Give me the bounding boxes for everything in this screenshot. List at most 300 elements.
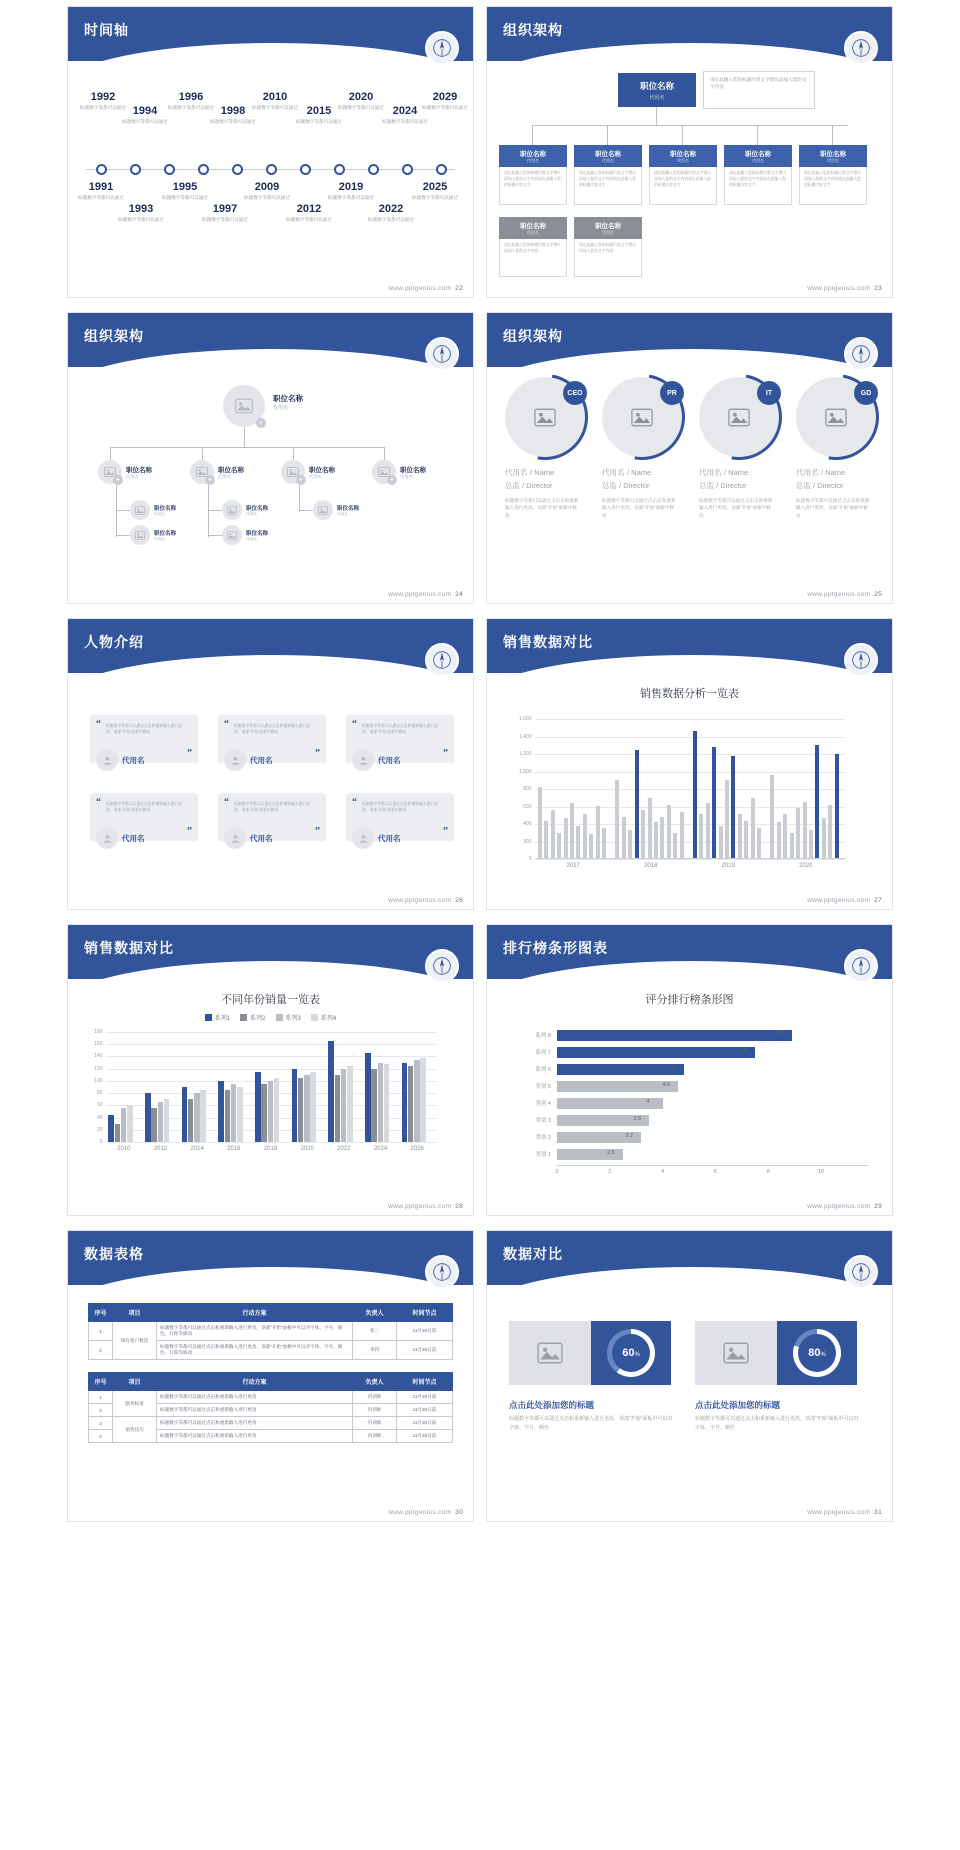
bar <box>648 798 652 859</box>
bar <box>420 1058 425 1142</box>
legend-swatch <box>276 1014 283 1021</box>
slide-title: 组织架构 <box>503 22 563 38</box>
rank-label: 类别 4 <box>535 1101 551 1107</box>
x-axis-tick: 6 <box>713 1169 717 1175</box>
team-card[interactable] <box>602 377 686 519</box>
org-node-subtitle: 代用名 <box>218 473 231 479</box>
bar <box>194 1093 199 1142</box>
x-axis-tick: 8 <box>766 1169 770 1175</box>
bar <box>822 818 826 859</box>
org-node[interactable] <box>313 500 359 520</box>
org-node[interactable] <box>222 525 268 545</box>
bar <box>719 826 723 859</box>
slide-ranking-bar <box>486 924 893 1216</box>
bar <box>544 821 548 859</box>
section-title: 点击此处添加您的标题 <box>509 1400 595 1410</box>
quote-open-icon: “ <box>96 797 101 808</box>
bar <box>335 1075 340 1142</box>
slide-body <box>68 61 473 297</box>
org-node-subtitle: 代用名 <box>602 229 614 235</box>
footer-site: www.pptgenius.com <box>807 285 871 292</box>
rank-label: 系列 8 <box>535 1033 551 1039</box>
timeline-node[interactable] <box>164 164 175 175</box>
org-node-title: 职位名称 <box>126 466 152 474</box>
team-role-cn: 总监 <box>699 481 714 490</box>
header-curve <box>487 961 892 979</box>
org-node-text: 请在此输入您的标题内容文字建议添加入您的文字内容请在此输入您的标题内容文字 <box>574 167 642 205</box>
cell-deadline: 11月30日前 <box>397 1391 453 1404</box>
section-desc: 标题数字等都可以通过点击和重新输入进行更改，顶部“开始”面板中可以对字体、字号、颜色 <box>695 1416 859 1431</box>
team-role-en: / Director <box>619 481 650 490</box>
y-axis-tick: 140 <box>94 1053 103 1060</box>
org-node[interactable] <box>130 500 176 520</box>
slide-header <box>68 925 473 979</box>
team-card[interactable] <box>505 377 589 519</box>
slide-data-comparison <box>486 1230 893 1522</box>
org-connector <box>116 485 117 537</box>
rank-row <box>511 1114 868 1128</box>
org-node-subtitle: 代用名 <box>337 511 348 516</box>
bar <box>145 1093 150 1142</box>
org-connector <box>244 427 245 447</box>
slide-footer <box>807 897 882 904</box>
horizontal-bar-chart <box>511 1029 868 1179</box>
org-connector <box>384 447 385 460</box>
team-role-cn: 总监 <box>602 481 617 490</box>
org-root-title: 职位名称 <box>639 80 674 91</box>
bar <box>200 1090 205 1142</box>
y-axis-tick: 1,600 <box>518 716 532 722</box>
slide-org-chart-avatars <box>67 312 474 604</box>
bar <box>225 1090 230 1142</box>
legend-swatch <box>205 1014 212 1021</box>
column-header: 行动方案 <box>157 1304 353 1322</box>
column-header: 序号 <box>89 1304 113 1322</box>
slide-body <box>487 61 892 297</box>
bar <box>602 828 606 859</box>
avatar <box>352 749 374 771</box>
quote-open-icon: “ <box>352 797 357 808</box>
timeline-year: 2012 <box>296 203 322 215</box>
org-node-subtitle: 代用名 <box>527 229 539 235</box>
timeline-year: 2010 <box>262 91 288 103</box>
rank-bar <box>557 1064 684 1075</box>
image-placeholder-icon <box>222 500 242 520</box>
org-node-head <box>724 145 792 167</box>
legend-item <box>205 1013 230 1022</box>
org-node-title: 职位名称 <box>670 150 696 158</box>
rank-value: 2.5 <box>607 1150 615 1156</box>
rank-label: 类别 1 <box>535 1152 551 1158</box>
cell-index: 1 <box>89 1391 113 1404</box>
legend-label: 系列3 <box>285 1016 301 1022</box>
org-node-head <box>574 217 642 239</box>
timeline-item <box>416 91 474 112</box>
slide-title: 数据对比 <box>503 1246 563 1262</box>
quote-close-icon: ” <box>315 826 320 837</box>
compass-logo-icon <box>844 1255 878 1289</box>
bar <box>654 822 658 859</box>
timeline-node[interactable] <box>334 164 345 175</box>
role-badge: IT <box>757 381 781 405</box>
org-root-node[interactable] <box>618 73 696 107</box>
cell-index: 2 <box>89 1341 113 1360</box>
add-icon[interactable]: + <box>387 475 397 485</box>
x-axis-tick: 2012 <box>153 1146 168 1152</box>
bar <box>576 826 580 859</box>
quote-close-icon: ” <box>187 826 192 837</box>
team-name-cn: 代用名 <box>602 468 625 477</box>
cell-index: 3 <box>89 1417 113 1430</box>
role-badge: CEO <box>563 381 587 405</box>
timeline-node[interactable] <box>266 164 277 175</box>
x-axis <box>535 858 845 859</box>
timeline-desc: 标题数字等都可以通过 <box>252 105 298 110</box>
image-placeholder-icon <box>372 460 396 484</box>
timeline-desc: 标题数字等都可以通过 <box>80 105 126 110</box>
bar <box>757 828 761 860</box>
bar <box>164 1099 169 1142</box>
quote-close-icon: ” <box>443 826 448 837</box>
slide-people-intro <box>67 618 474 910</box>
quote-author: 代用名 <box>250 756 273 765</box>
page-number: 31 <box>874 1509 882 1516</box>
timeline-node[interactable] <box>402 164 413 175</box>
org-node[interactable] <box>222 500 268 520</box>
team-role-en: / Director <box>813 481 844 490</box>
timeline-desc: 标题数字等都可以通过 <box>78 195 124 200</box>
bar <box>341 1069 346 1142</box>
y-axis-tick: 180 <box>94 1029 103 1035</box>
x-axis-tick: 2022 <box>337 1146 351 1152</box>
grid-line <box>535 754 845 755</box>
image-placeholder-icon <box>130 525 150 545</box>
org-node-title: 职位名称 <box>745 150 771 158</box>
timeline-desc: 标题数字等都可以通过 <box>162 195 208 200</box>
org-node[interactable] <box>190 460 244 484</box>
timeline-item <box>112 203 170 224</box>
bar <box>151 1108 156 1142</box>
grid-line <box>535 789 845 790</box>
cell-plan: 标题数字等都可以通过点击和重新输入进行更改，顶部“开始”面板中可以对字体、字号、颜色、行距等修改 <box>157 1322 353 1341</box>
x-axis-tick: 2020 <box>300 1146 314 1152</box>
team-role <box>505 480 589 491</box>
x-axis-tick: 2019 <box>721 863 735 869</box>
cell-plan: 标题数字等都可以通过点击和重新输入进行更改 <box>157 1417 353 1430</box>
footer-site: www.pptgenius.com <box>807 1203 871 1210</box>
slide-title: 排行榜条形图表 <box>503 940 608 956</box>
team-card[interactable] <box>796 377 880 519</box>
timeline-year: 2029 <box>432 91 458 103</box>
donut-ring <box>607 1329 655 1377</box>
timeline-node[interactable] <box>130 164 141 175</box>
org-connector <box>116 510 130 511</box>
org-node[interactable] <box>281 460 335 484</box>
org-level-1 <box>499 145 867 205</box>
slide-org-chart-boxes <box>486 6 893 298</box>
y-axis-tick: 1,000 <box>518 768 532 775</box>
chart-title: 销售数据分析一览表 <box>640 688 739 700</box>
org-connector <box>532 125 533 145</box>
org-node-title: 职位名称 <box>400 466 426 474</box>
bar <box>231 1084 236 1142</box>
org-node-head <box>799 145 867 167</box>
timeline-desc: 标题数字等都可以通过 <box>202 217 248 222</box>
timeline-node[interactable] <box>368 164 379 175</box>
slide-header <box>487 7 892 61</box>
rank-row <box>511 1063 868 1077</box>
x-axis-tick: 2020 <box>799 863 813 869</box>
bar <box>402 1063 407 1142</box>
cell-plan: 标题数字等都可以通过点击和重新输入进行更改 <box>157 1391 353 1404</box>
bar <box>744 821 748 859</box>
donut-chart-2 <box>777 1321 857 1385</box>
bar <box>378 1063 383 1142</box>
slide-header <box>487 925 892 979</box>
cell-plan: 标题数字等都可以通过点击和重新输入进行更改，顶部“开始”面板中可以对字体、字号、颜色、行距等修改 <box>157 1341 353 1360</box>
grid-line <box>106 1056 436 1057</box>
org-root-title: 职位名称 <box>273 394 303 403</box>
timeline-desc: 标题数字等都可以通过 <box>328 195 374 200</box>
org-connector <box>116 535 130 536</box>
org-node[interactable] <box>649 145 717 205</box>
y-axis-tick: 60 <box>96 1102 103 1109</box>
timeline-node[interactable] <box>436 164 447 175</box>
compass-logo-icon <box>425 1255 459 1289</box>
compass-logo-icon <box>425 949 459 983</box>
avatar <box>96 749 118 771</box>
timeline-node[interactable] <box>198 164 209 175</box>
bar <box>261 1084 266 1142</box>
legend-item <box>240 1013 265 1022</box>
org-node[interactable] <box>372 460 426 484</box>
quote-open-icon: “ <box>224 719 229 730</box>
org-node-subtitle: 代用名 <box>154 511 165 516</box>
x-axis-tick: 2018 <box>644 863 658 869</box>
image-placeholder[interactable] <box>695 1321 777 1385</box>
org-node[interactable] <box>574 217 642 277</box>
bar <box>127 1105 132 1142</box>
quote-text: 标题数字等都可以通过点击和重新输入进行更改，顶部“开始”面板中修改 <box>106 724 182 735</box>
timeline-item <box>238 181 296 202</box>
timeline-node[interactable] <box>96 164 107 175</box>
org-connector <box>110 447 111 460</box>
org-note: 请在此输入您的标题内容文字建议添加入您的文字内容 <box>703 71 815 109</box>
org-node[interactable] <box>499 145 567 205</box>
team-desc: 标题数字等都可以通过点击击和重新输入进行更改，顶部“开始”面板中修改 <box>796 498 870 518</box>
grid-line <box>535 719 845 720</box>
timeline-year: 1996 <box>178 91 204 103</box>
table-row <box>89 1391 453 1404</box>
bar <box>790 833 794 859</box>
header-curve <box>68 961 473 979</box>
quote-close-icon: ” <box>315 748 320 759</box>
rank-value: 8.9 <box>775 1031 784 1037</box>
timeline-desc: 标题数字等都可以通过 <box>286 217 332 222</box>
timeline-desc: 标题数字等都可以通过 <box>210 119 256 124</box>
footer-site: www.pptgenius.com <box>388 1203 452 1210</box>
team-avatar <box>699 377 779 457</box>
column-header: 项目 <box>113 1304 157 1322</box>
team-name-en: / Name <box>530 468 555 477</box>
bar <box>371 1069 376 1142</box>
rank-row <box>511 1046 868 1060</box>
timeline-node[interactable] <box>300 164 311 175</box>
org-connector <box>208 510 222 511</box>
data-table-2 <box>88 1372 453 1443</box>
donut-percent: 60 <box>622 1347 635 1359</box>
timeline-item <box>362 203 420 224</box>
org-node-title: 职位名称 <box>820 150 846 158</box>
donut-unit: % <box>634 1352 640 1358</box>
team-desc: 标题数字等都可以通过点击击和重新输入进行更改，顶部“开始”面板中修改 <box>505 498 579 518</box>
org-connector <box>532 125 848 126</box>
bar <box>292 1069 297 1142</box>
bar <box>268 1081 273 1142</box>
team-name-en: / Name <box>821 468 846 477</box>
y-axis-tick: 1,200 <box>518 751 532 757</box>
chart-legend <box>68 1013 473 1022</box>
bar <box>635 750 639 859</box>
bar <box>570 803 574 859</box>
compass-logo-icon <box>844 643 878 677</box>
cell-owner: 内训师 <box>353 1430 397 1443</box>
team-card[interactable] <box>699 377 783 519</box>
bar <box>796 808 800 859</box>
rank-label: 系列 6 <box>535 1067 551 1073</box>
image-placeholder-icon <box>281 460 305 484</box>
slide-body <box>68 367 473 603</box>
slide-footer <box>388 1203 463 1210</box>
rank-label: 系列 7 <box>535 1050 551 1056</box>
org-node[interactable] <box>98 460 152 484</box>
bar <box>815 745 819 859</box>
donut-ring <box>793 1329 841 1377</box>
compass-logo-icon <box>425 643 459 677</box>
y-axis-tick: 400 <box>523 821 532 827</box>
quote-close-icon: ” <box>187 748 192 759</box>
legend-item <box>276 1013 301 1022</box>
footer-site: www.pptgenius.com <box>807 591 871 598</box>
bar <box>706 803 710 859</box>
slide-footer <box>388 591 463 598</box>
donut-percent: 80 <box>808 1347 821 1359</box>
bar <box>121 1108 126 1142</box>
footer-site: www.pptgenius.com <box>807 897 871 904</box>
org-node-title: 职位名称 <box>154 530 177 537</box>
section-desc: 标题数字等都可以通过点击和重新输入进行更改，顶部“开始”面板中可以对字体、字号、颜色 <box>509 1416 673 1431</box>
org-connector <box>202 447 203 460</box>
bar <box>660 817 664 859</box>
bar <box>731 756 735 859</box>
timeline-year: 1991 <box>88 181 114 193</box>
add-icon[interactable]: + <box>113 475 123 485</box>
y-axis-tick: 600 <box>523 803 532 810</box>
org-node-title: 职位名称 <box>337 505 360 512</box>
x-axis <box>557 1165 868 1179</box>
slide-title: 销售数据对比 <box>503 634 593 650</box>
slide-body <box>68 979 473 1215</box>
add-icon[interactable]: + <box>296 475 306 485</box>
bar <box>699 814 703 860</box>
header-curve <box>487 43 892 61</box>
cell-plan: 标题数字等都可以通过点击和重新输入进行更改 <box>157 1430 353 1443</box>
team-name-en: / Name <box>724 468 749 477</box>
org-node-head <box>649 145 717 167</box>
image-placeholder-icon <box>313 500 333 520</box>
legend-label: 系列4 <box>320 1016 337 1022</box>
timeline-desc: 标题数字等都可以通过 <box>382 119 428 124</box>
timeline-item <box>156 181 214 202</box>
y-axis-tick: 1,400 <box>518 733 532 740</box>
slide-header <box>487 1231 892 1285</box>
cell-project: 服务标准 <box>113 1391 157 1417</box>
donut-chart-1 <box>591 1321 671 1385</box>
quote-text: 标题数字等都可以通过点击和重新输入进行更改，顶部“开始”面板中修改 <box>234 802 310 813</box>
slide-footer <box>388 285 463 292</box>
slide-body <box>487 979 892 1215</box>
page-number: 26 <box>455 897 463 904</box>
org-node-subtitle: 代用名 <box>246 511 257 516</box>
rank-row <box>511 1148 868 1162</box>
timeline-desc: 标题数字等都可以通过 <box>412 195 458 200</box>
bar <box>622 817 626 859</box>
slide-footer <box>807 285 882 292</box>
cell-index: 1 <box>89 1322 113 1341</box>
legend-item <box>311 1013 336 1022</box>
slide-body <box>68 673 473 909</box>
avatar <box>352 827 374 849</box>
add-icon[interactable]: + <box>256 418 266 428</box>
cell-owner: 内训师 <box>353 1391 397 1404</box>
bar <box>182 1087 187 1142</box>
timeline-node[interactable] <box>232 164 243 175</box>
compass-logo-icon <box>844 949 878 983</box>
grid-line <box>106 1032 436 1033</box>
rank-value: 3.2 <box>625 1133 634 1139</box>
image-placeholder[interactable] <box>509 1321 591 1385</box>
org-node[interactable] <box>574 145 642 205</box>
rank-row <box>511 1097 868 1111</box>
org-root-node[interactable] <box>223 385 265 427</box>
org-node[interactable] <box>499 217 567 277</box>
bar <box>408 1066 413 1142</box>
x-axis-tick: 2 <box>608 1169 612 1175</box>
timeline-year: 1992 <box>90 91 116 103</box>
x-axis-tick: 2016 <box>227 1146 241 1152</box>
org-node[interactable] <box>724 145 792 205</box>
timeline-year: 1994 <box>132 105 158 117</box>
column-header: 行动方案 <box>157 1373 353 1391</box>
org-connector <box>682 125 683 145</box>
add-icon[interactable]: + <box>205 475 215 485</box>
rank-row <box>511 1131 868 1145</box>
bar <box>538 787 542 859</box>
org-node[interactable] <box>130 525 176 545</box>
bar <box>328 1041 333 1142</box>
timeline-year: 2024 <box>392 105 418 117</box>
org-root-label <box>273 393 303 411</box>
quote-author: 代用名 <box>250 834 273 843</box>
slide-org-team-circles <box>486 312 893 604</box>
org-node[interactable] <box>799 145 867 205</box>
avatar <box>96 827 118 849</box>
bar <box>564 818 568 859</box>
compass-logo-icon <box>425 337 459 371</box>
rank-bar <box>557 1047 755 1058</box>
x-axis-tick: 4 <box>661 1169 665 1175</box>
bar <box>365 1053 370 1142</box>
